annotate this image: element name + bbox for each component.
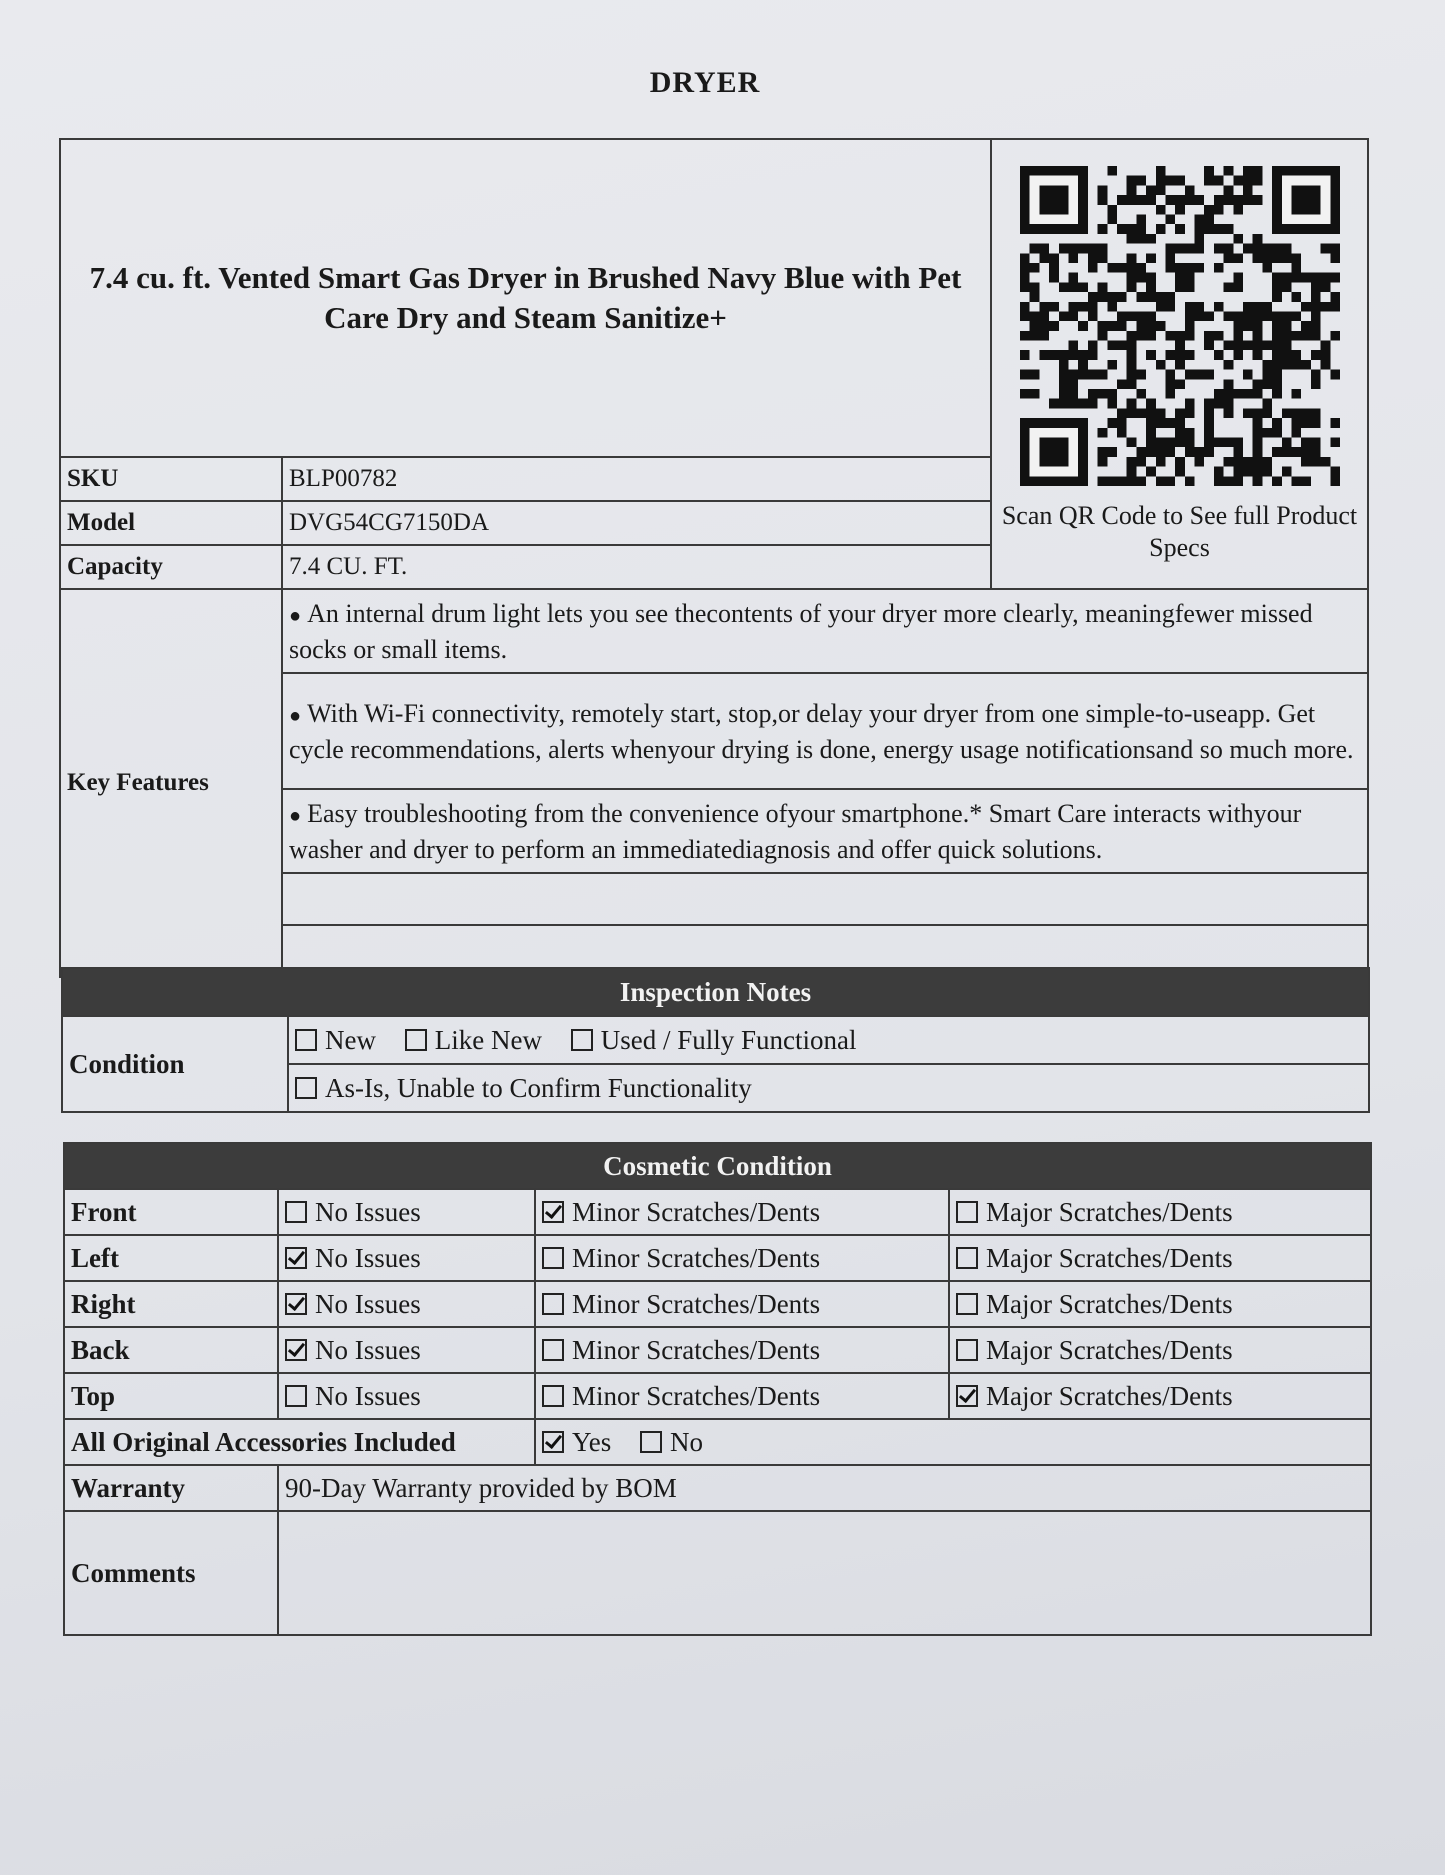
product-table <box>59 138 1369 978</box>
option-label: Minor Scratches/Dents <box>572 1334 821 1365</box>
cosmetic-option-cell[interactable] <box>278 1189 535 1235</box>
cosmetic-option-cell[interactable] <box>949 1327 1371 1373</box>
cosmetic-option-cell[interactable] <box>535 1373 949 1419</box>
warranty-value: 90-Day Warranty provided by BOM <box>278 1465 1371 1511</box>
cosmetic-condition-header: Cosmetic Condition <box>64 1143 1371 1189</box>
option-label: Major Scratches/Dents <box>986 1196 1233 1227</box>
warranty-label: Warranty <box>64 1465 278 1511</box>
product-title: 7.4 cu. ft. Vented Smart Gas Dryer in Brushed Navy Blue with Pet Care Dry and Steam Sanitize+ <box>60 139 991 457</box>
checkbox-icon[interactable] <box>571 1029 593 1051</box>
option-label: Major Scratches/Dents <box>986 1380 1233 1411</box>
bullet-icon: ● <box>289 704 302 727</box>
checkbox-icon[interactable] <box>285 1201 307 1223</box>
checkbox-icon[interactable] <box>956 1247 978 1269</box>
option-label: Minor Scratches/Dents <box>572 1288 821 1319</box>
checkbox-icon[interactable] <box>956 1293 978 1315</box>
option-label: As-Is, Unable to Confirm Functionality <box>325 1072 752 1103</box>
option-label: New <box>325 1024 376 1055</box>
option-label: Minor Scratches/Dents <box>572 1380 821 1411</box>
bullet-icon: ● <box>289 804 302 827</box>
side-label: Left <box>64 1235 278 1281</box>
option-label: No <box>670 1426 704 1457</box>
cosmetic-condition-table <box>63 1142 1372 1636</box>
cosmetic-option-cell[interactable] <box>535 1189 949 1235</box>
cosmetic-row <box>64 1189 1371 1235</box>
option-label: Major Scratches/Dents <box>986 1288 1233 1319</box>
feature-text: Easy troubleshooting from the convenience ofyour smartphone.* Smart Care interacts withyour washer and dryer to perform an immediatediagnosis and offer quick solutions. <box>289 798 1302 864</box>
checkbox-icon[interactable] <box>285 1385 307 1407</box>
side-label: Front <box>64 1189 278 1235</box>
checkbox-icon[interactable] <box>542 1431 564 1453</box>
accessories-options <box>535 1419 1371 1465</box>
comments-field[interactable] <box>278 1511 1371 1635</box>
cosmetic-row <box>64 1281 1371 1327</box>
option-label: Like New <box>434 1024 542 1055</box>
condition-new-option[interactable] <box>295 1025 376 1056</box>
accessories-yes-option[interactable] <box>542 1427 611 1458</box>
checkbox-icon[interactable] <box>295 1077 317 1099</box>
side-label: Back <box>64 1327 278 1373</box>
feature-empty-row[interactable] <box>282 873 1368 925</box>
option-label: No Issues <box>315 1334 421 1365</box>
document-title: DRYER <box>649 66 761 99</box>
bullet-icon: ● <box>289 604 302 627</box>
side-label: Top <box>64 1373 278 1419</box>
cosmetic-option-cell[interactable] <box>949 1281 1371 1327</box>
capacity-label: Capacity <box>60 545 282 589</box>
sku-value: BLP00782 <box>282 457 991 501</box>
accessories-label: All Original Accessories Included <box>64 1419 535 1465</box>
feature-item <box>282 673 1368 789</box>
option-label: Major Scratches/Dents <box>986 1242 1233 1273</box>
accessories-no-option[interactable] <box>640 1427 703 1458</box>
checkbox-icon[interactable] <box>405 1029 427 1051</box>
cosmetic-row <box>64 1235 1371 1281</box>
cosmetic-option-cell[interactable] <box>278 1327 535 1373</box>
option-label: No Issues <box>315 1242 421 1273</box>
option-label: No Issues <box>315 1288 421 1319</box>
comments-label: Comments <box>64 1511 278 1635</box>
checkbox-icon[interactable] <box>285 1247 307 1269</box>
sku-label: SKU <box>60 457 282 501</box>
condition-options <box>288 1064 1369 1112</box>
checkbox-icon[interactable] <box>542 1247 564 1269</box>
checkbox-icon[interactable] <box>640 1431 662 1453</box>
qr-cell <box>991 139 1368 589</box>
option-label: No Issues <box>315 1380 421 1411</box>
model-value: DVG54CG7150DA <box>282 501 991 545</box>
cosmetic-option-cell[interactable] <box>535 1281 949 1327</box>
option-label: Minor Scratches/Dents <box>572 1196 821 1227</box>
option-label: Used / Fully Functional <box>600 1024 857 1055</box>
feature-text: An internal drum light lets you see thecontents of your dryer more clearly, meaningfewer missed socks or small items. <box>289 598 1313 664</box>
cosmetic-option-cell[interactable] <box>278 1235 535 1281</box>
checkbox-icon[interactable] <box>285 1293 307 1315</box>
checkbox-icon[interactable] <box>542 1293 564 1315</box>
cosmetic-option-cell[interactable] <box>535 1235 949 1281</box>
cosmetic-row <box>64 1327 1371 1373</box>
cosmetic-option-cell[interactable] <box>949 1235 1371 1281</box>
condition-options <box>288 1016 1369 1064</box>
side-label: Right <box>64 1281 278 1327</box>
cosmetic-row <box>64 1373 1371 1419</box>
checkbox-icon[interactable] <box>956 1339 978 1361</box>
condition-label: Condition <box>62 1016 288 1112</box>
feature-item <box>282 589 1368 673</box>
checkbox-icon[interactable] <box>542 1201 564 1223</box>
checkbox-icon[interactable] <box>542 1339 564 1361</box>
cosmetic-option-cell[interactable] <box>535 1327 949 1373</box>
inspection-notes-table <box>61 967 1370 1113</box>
checkbox-icon[interactable] <box>956 1201 978 1223</box>
capacity-value: 7.4 CU. FT. <box>282 545 991 589</box>
condition-like-new-option[interactable] <box>405 1025 542 1056</box>
feature-item <box>282 789 1368 873</box>
cosmetic-option-cell[interactable] <box>278 1373 535 1419</box>
checkbox-icon[interactable] <box>285 1339 307 1361</box>
condition-as-is-option[interactable] <box>295 1073 752 1104</box>
model-label: Model <box>60 501 282 545</box>
option-label: Yes <box>572 1426 612 1457</box>
checkbox-icon[interactable] <box>295 1029 317 1051</box>
qr-code-icon[interactable] <box>1020 166 1340 486</box>
key-features-label: Key Features <box>60 589 282 977</box>
option-label: Minor Scratches/Dents <box>572 1242 821 1273</box>
option-label: Major Scratches/Dents <box>986 1334 1233 1365</box>
qr-caption: Scan QR Code to See full Product Specs <box>1001 501 1358 562</box>
cosmetic-option-cell[interactable] <box>278 1281 535 1327</box>
feature-text: With Wi-Fi connectivity, remotely start, stop,or delay your dryer from one simple-to-useapp. Get cycle recommendations, alerts whenyour drying is done, energy usage notificationsand so much more. <box>289 698 1354 764</box>
checkbox-icon[interactable] <box>956 1385 978 1407</box>
cosmetic-option-cell[interactable] <box>949 1373 1371 1419</box>
checkbox-icon[interactable] <box>542 1385 564 1407</box>
option-label: No Issues <box>315 1196 421 1227</box>
cosmetic-option-cell[interactable] <box>949 1189 1371 1235</box>
inspection-notes-header: Inspection Notes <box>62 968 1369 1016</box>
condition-used-option[interactable] <box>571 1025 857 1056</box>
